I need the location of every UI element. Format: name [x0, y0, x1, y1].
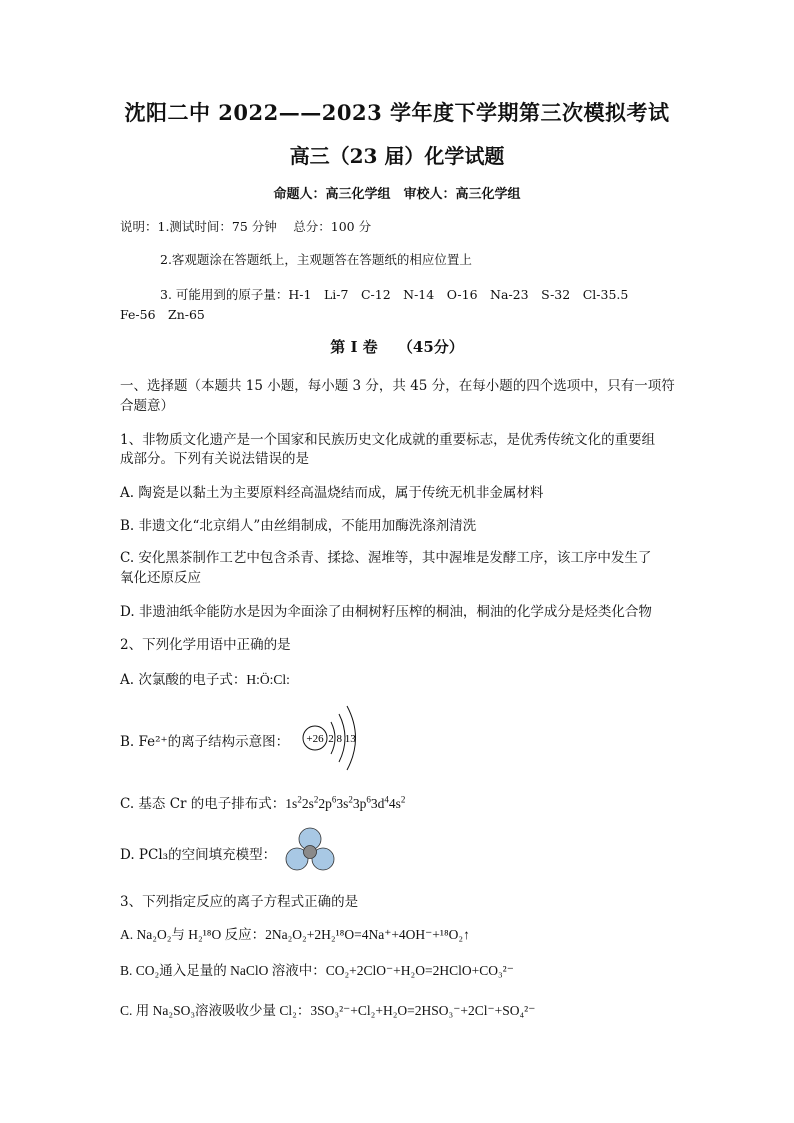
q1-stem-cont: 成部分。下列有关说法错误的是 — [120, 451, 309, 467]
fe-ion-structure-diagram — [298, 700, 378, 776]
q2-option-d-label: D. PCl₃的空间填充模型： — [120, 847, 277, 863]
q2-option-c — [120, 792, 405, 812]
part1-intro: 一、选择题（本题共 15 小题，每小题 3 分，共 45 分，在每小题的四个选项中，只有一项符 — [120, 378, 675, 394]
pcl3-space-filling-model — [285, 826, 337, 874]
section-title: 第 I 卷 （45分） — [330, 338, 464, 356]
q2-stem: 2、下列化学用语中正确的是 — [120, 637, 291, 653]
q3-option-c: C. 用 Na₂SO₃溶液吸收少量 Cl₂：3SO₃²⁻+Cl₂+H₂O=2HSO₃⁻+2Cl⁻+SO₄²⁻ — [120, 1003, 536, 1018]
instruction-3: 3. 可能用到的原子量：H-1 Li-7 C-12 N-14 O-16 Na-23 S-32 Cl-35.5 — [160, 287, 629, 302]
q1-option-c-cont: 氧化还原反应 — [120, 570, 201, 586]
q2-option-b-label: B. Fe²⁺的离子结构示意图： — [120, 734, 290, 750]
shell-electrons: 2 8 13 — [328, 733, 356, 745]
q1-option-a: A. 陶瓷是以黏土为主要原料经高温烧结而成，属于传统无机非金属材料 — [120, 485, 544, 501]
exam-title: 沈阳二中 2022——2023 学年度下学期第三次模拟考试 — [124, 100, 670, 125]
q1-stem: 1、非物质文化遗产是一个国家和民族历史文化成就的重要标志，是优秀传统文化的重要组 — [120, 432, 656, 448]
hclo-electron-formula: H:Ö:Cl: — [246, 672, 290, 687]
instruction-1: 说明：1.测试时间：75 分钟 总分：100 分 — [120, 219, 372, 234]
q3-stem: 3、下列指定反应的离子方程式正确的是 — [120, 894, 359, 910]
q1-option-d: D. 非遗油纸伞能防水是因为伞面涂了由桐树籽压榨的桐油，桐油的化学成分是烃类化合物 — [120, 604, 652, 620]
instruction-3-cont: Fe-56 Zn-65 — [120, 307, 205, 322]
q2-option-a — [120, 668, 290, 688]
p-atom-center — [304, 846, 317, 859]
cr-electron-config: $1s^22s^22p^63s^23p^63d^44s^2$ — [285, 794, 406, 811]
authors-line: 命题人：高三化学组 审校人：高三化学组 — [273, 187, 521, 202]
instruction-2: 2.客观题涂在答题纸上，主观题答在答题纸的相应位置上 — [160, 252, 472, 267]
q1-option-b: B. 非遗文化“北京绢人”由丝绢制成，不能用加酶洗涤剂清洗 — [120, 518, 477, 534]
q1-option-c: C. 安化黑茶制作工艺中包含杀青、揉捻、渥堆等，其中渥堆是发酵工序，该工序中发生了 — [120, 550, 652, 566]
q3-option-a: A. Na₂O₂与 H₂¹⁸O 反应：2Na₂O₂+2H₂¹⁸O=4Na⁺+4OH⁻+¹⁸O₂↑ — [120, 927, 470, 942]
exam-subtitle: 高三（23 届）化学试题 — [289, 144, 505, 168]
nucleus-charge: +26 — [306, 733, 324, 745]
q3-option-b: B. CO₂通入足量的 NaClO 溶液中：CO₂+2ClO⁻+H₂O=2HClO+CO₃²⁻ — [120, 963, 514, 978]
q2-option-c-label: C. 基态 Cr 的电子排布式： — [120, 796, 286, 812]
part1-intro-cont: 合题意） — [120, 398, 174, 414]
q2-option-a-label: A. 次氯酸的电子式： — [120, 672, 247, 688]
